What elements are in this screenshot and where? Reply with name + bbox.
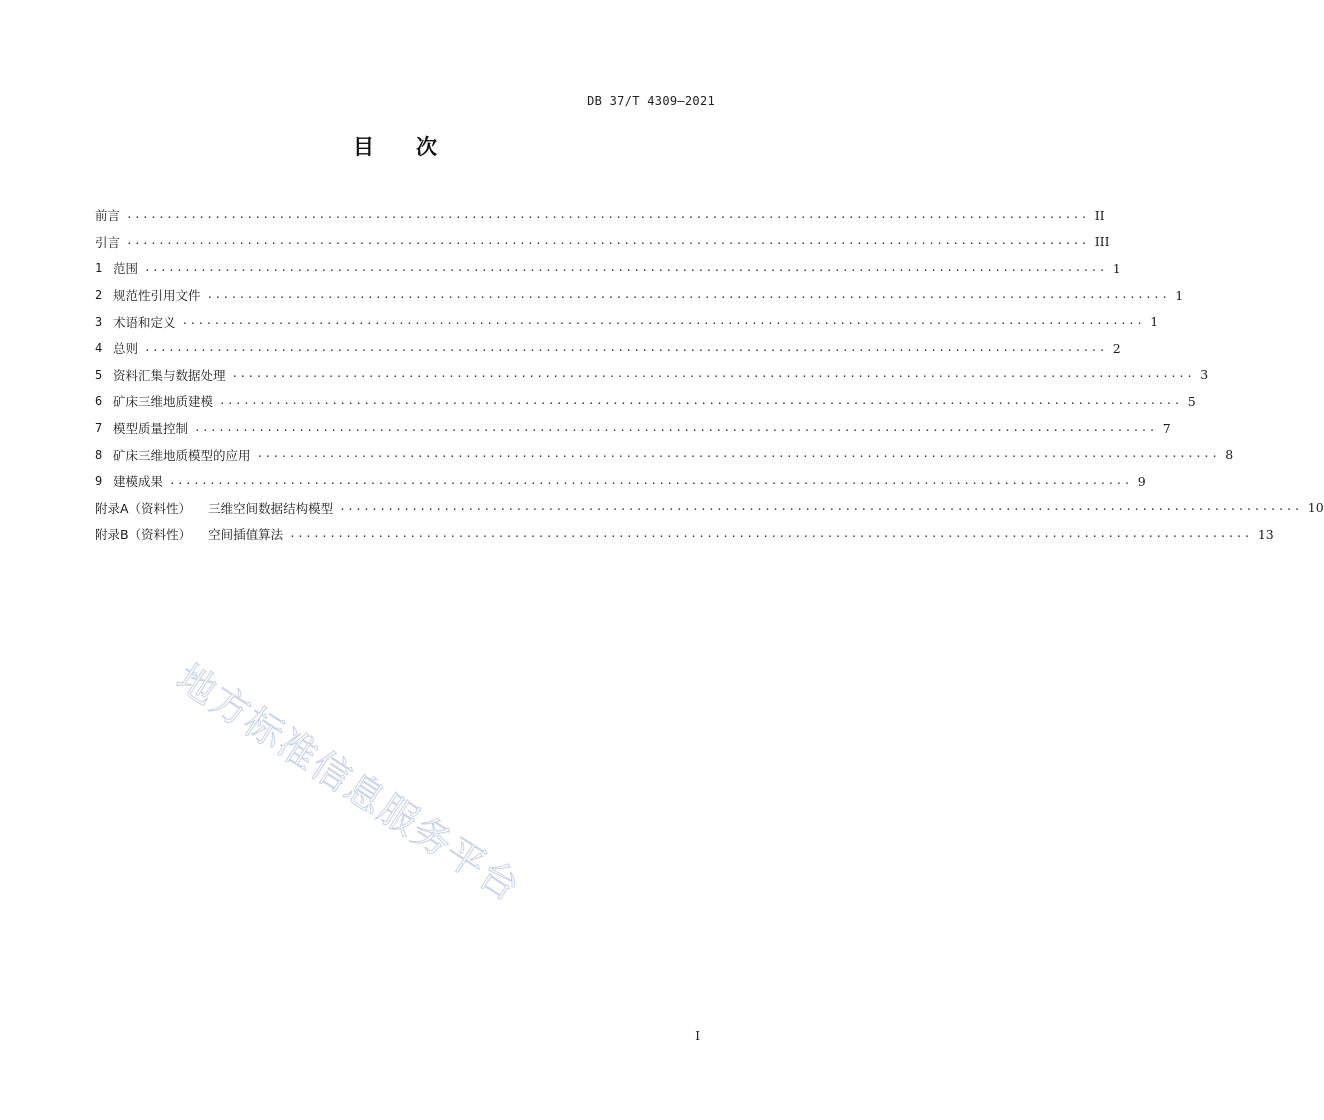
toc-entry-foreword[interactable] bbox=[95, 202, 1105, 229]
toc-entry-page: 5 bbox=[1187, 393, 1196, 409]
toc-entry-page: 10 bbox=[1307, 500, 1324, 516]
toc-entry-label: 规范性引用文件 bbox=[113, 288, 201, 304]
annex-tag: 附录A（资料性） bbox=[95, 500, 192, 516]
toc-entry-6[interactable] bbox=[95, 388, 1196, 415]
toc-entry-5[interactable] bbox=[95, 362, 1209, 389]
dot-leader: ........................................................................................................................ bbox=[219, 393, 1182, 407]
toc-entry-annex-a[interactable] bbox=[95, 495, 1324, 522]
toc-entry-number: 7 bbox=[95, 421, 103, 436]
dot-leader: ........................................................................................................................ bbox=[144, 340, 1107, 354]
toc-entry-label: 模型质量控制 bbox=[113, 421, 189, 437]
toc-entry-page: 7 bbox=[1162, 420, 1171, 436]
toc-entry-page: 2 bbox=[1112, 340, 1121, 356]
dot-leader: ........................................................................................................................ bbox=[169, 473, 1132, 487]
toc-entry-page: III bbox=[1094, 234, 1110, 250]
toc-entry-label: 引言 bbox=[95, 234, 121, 250]
toc-entry-page: II bbox=[1094, 207, 1105, 223]
toc-entry-label: 三维空间数据结构模型 bbox=[208, 500, 334, 516]
dot-leader: ........................................................................................................................ bbox=[181, 314, 1145, 328]
toc-entry-page: 1 bbox=[1112, 260, 1121, 276]
dot-leader: ........................................................................................................................ bbox=[289, 526, 1252, 540]
toc-entry-label: 建模成果 bbox=[113, 474, 164, 490]
toc-entry-7[interactable] bbox=[95, 415, 1171, 442]
toc-entry-page: 1 bbox=[1150, 314, 1159, 330]
toc-entry-number: 9 bbox=[95, 474, 103, 489]
toc-entry-label: 矿床三维地质模型的应用 bbox=[113, 447, 251, 463]
toc-entry-2[interactable] bbox=[95, 282, 1184, 309]
toc-entry-number: 4 bbox=[95, 341, 103, 356]
toc-entry-number: 6 bbox=[95, 394, 103, 409]
dot-leader: ........................................................................................................................ bbox=[126, 234, 1089, 248]
toc-entry-1[interactable] bbox=[95, 255, 1121, 282]
annex-tag: 附录B（资料性） bbox=[95, 527, 192, 543]
toc-entry-page: 9 bbox=[1137, 473, 1146, 489]
toc-entry-label: 空间插值算法 bbox=[208, 527, 284, 543]
page-title bbox=[0, 131, 792, 161]
page-number: I bbox=[695, 1029, 700, 1043]
toc-entry-3[interactable] bbox=[95, 308, 1159, 335]
toc-entry-number: 3 bbox=[95, 314, 103, 329]
dot-leader: ........................................................................................................................ bbox=[126, 207, 1089, 221]
toc-entry-page: 3 bbox=[1200, 367, 1209, 383]
toc-entry-page: 13 bbox=[1257, 526, 1274, 542]
title-char-2: 次 bbox=[416, 135, 439, 159]
toc-entry-page: 8 bbox=[1225, 447, 1234, 463]
toc-entry-label: 资料汇集与数据处理 bbox=[113, 367, 226, 383]
toc-entry-number: 5 bbox=[95, 367, 103, 382]
toc-entry-8[interactable] bbox=[95, 441, 1234, 468]
dot-leader: ........................................................................................................................ bbox=[339, 500, 1302, 514]
title-char-1: 目 bbox=[353, 135, 376, 159]
dot-leader: ........................................................................................................................ bbox=[206, 287, 1170, 301]
dot-leader: ........................................................................................................................ bbox=[144, 260, 1107, 274]
standard-code: DB 37/T 4309—2021 bbox=[587, 94, 715, 108]
dot-leader: ........................................................................................................................ bbox=[231, 367, 1195, 381]
toc-entry-page: 1 bbox=[1175, 287, 1184, 303]
toc-entry-label: 范围 bbox=[113, 261, 139, 277]
toc-entry-label: 矿床三维地质建模 bbox=[113, 394, 214, 410]
toc-entry-number: 2 bbox=[95, 288, 103, 303]
toc-entry-9[interactable] bbox=[95, 468, 1146, 495]
toc-entry-label: 总则 bbox=[113, 341, 139, 357]
toc-entry-introduction[interactable] bbox=[95, 229, 1110, 256]
toc-entry-number: 1 bbox=[95, 261, 103, 276]
toc-entry-label: 术语和定义 bbox=[113, 314, 176, 330]
toc-entry-number: 8 bbox=[95, 447, 103, 462]
watermark: 地方标准信息服务平台 bbox=[169, 655, 529, 911]
toc-entry-label: 前言 bbox=[95, 208, 121, 224]
toc-entry-4[interactable] bbox=[95, 335, 1121, 362]
toc-entry-annex-b[interactable] bbox=[95, 521, 1274, 548]
table-of-contents bbox=[95, 202, 1324, 548]
dot-leader: ........................................................................................................................ bbox=[194, 420, 1157, 434]
dot-leader: ........................................................................................................................ bbox=[256, 447, 1220, 461]
